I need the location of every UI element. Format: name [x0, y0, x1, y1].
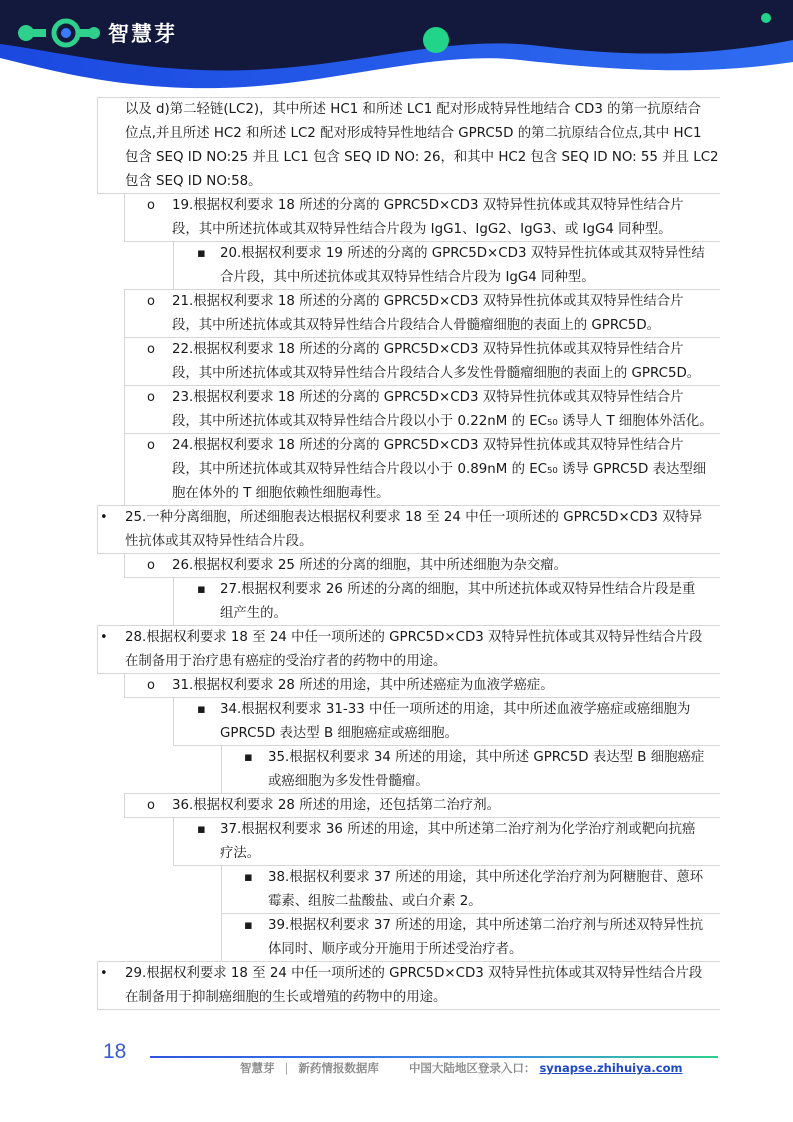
decor-green-dot-icon: [423, 27, 449, 53]
claim-text: [268, 866, 720, 914]
claim-bullet: ▪: [244, 750, 253, 765]
claim-item: [173, 241, 720, 290]
footer-entry-label: 中国大陆地区登录入口：: [408, 1061, 536, 1075]
claim-bullet: o: [147, 558, 155, 573]
claim-line: 39.根据权利要求 37 所述的用途，其中所述第二治疗剂与所述双特异性抗: [268, 918, 704, 933]
footer-divider: [150, 1056, 718, 1058]
claim-bullet: o: [147, 342, 155, 357]
claim-item: [124, 433, 720, 506]
claim-line: 段，其中所述抗体或其双特异性结合片段以小于 0.89nM 的 EC₅₀ 诱导 GPRC5D 表达型细: [172, 462, 707, 477]
claim-line: 段，其中所述抗体或其双特异性结合片段结合人多发性骨髓瘤细胞的表面上的 GPRC5D。: [172, 366, 701, 381]
claim-item: [173, 817, 720, 866]
claim-item: [124, 385, 720, 434]
claim-item: [124, 337, 720, 386]
claim-bullet: •: [100, 966, 108, 981]
claim-item: [97, 625, 720, 674]
claim-line: 27.根据权利要求 26 所述的分离的细胞，其中所述抗体或双特异性结合片段是重: [220, 582, 696, 597]
claim-text: [172, 554, 720, 578]
claim-line: 19.根据权利要求 18 所述的分离的 GPRC5D×CD3 双特异性抗体或其双特异性结合片: [172, 198, 684, 213]
footer-separator: |: [284, 1061, 289, 1075]
claim-item: [221, 913, 720, 962]
claim-item: [124, 673, 720, 698]
claim-item: [97, 97, 720, 194]
claim-text: [172, 194, 720, 242]
claim-item: [124, 193, 720, 242]
claim-line: 以及 d)第二轻链(LC2)，其中所述 HC1 和所述 LC1 配对形成特异性地结合 CD3 的第一抗原结合: [125, 102, 701, 117]
claim-line: 26.根据权利要求 25 所述的分离的细胞，其中所述细胞为杂交瘤。: [172, 558, 568, 573]
decor-small-dot-icon: [761, 13, 771, 23]
claim-line: 20.根据权利要求 19 所述的分离的 GPRC5D×CD3 双特异性抗体或其双特异性结: [220, 246, 705, 261]
claim-text: [172, 794, 720, 818]
claim-text: [172, 386, 720, 434]
claim-bullet: ▪: [244, 918, 253, 933]
claim-text: [268, 746, 720, 794]
claim-text: [125, 506, 720, 554]
claim-line: 合片段，其中所述抗体或其双特异性结合片段为 IgG4 同种型。: [220, 270, 595, 285]
claim-bullet: ▪: [197, 246, 206, 261]
claim-line: 37.根据权利要求 36 所述的用途，其中所述第二治疗剂为化学治疗剂或靶向抗癌: [220, 822, 696, 837]
claim-bullet: o: [147, 294, 155, 309]
claim-item: [124, 553, 720, 578]
claim-line: 包含 SEQ ID NO:25 并且 LC1 包含 SEQ ID NO: 26，和其中 HC2 包含 SEQ ID NO: 55 并且 LC2: [125, 150, 719, 165]
page-number: 18: [103, 1040, 127, 1063]
claim-item: [124, 793, 720, 818]
claim-line: 胞在体外的 T 细胞依赖性细胞毒性。: [172, 486, 390, 501]
claim-line: 在制备用于治疗患有癌症的受治疗者的药物中的用途。: [125, 654, 447, 669]
claim-line: 25.一种分离细胞，所述细胞表达根据权利要求 18 至 24 中任一项所述的 GPRC5D×CD3 双特异: [125, 510, 703, 525]
brand-name: 智慧芽: [108, 22, 177, 46]
claim-text: [220, 242, 720, 290]
claim-line: 疗法。: [220, 846, 261, 861]
claim-text: [220, 818, 720, 866]
claim-line: 段，其中所述抗体或其双特异性结合片段结合人骨髓瘤细胞的表面上的 GPRC5D。: [172, 318, 661, 333]
claim-line: 性抗体或其双特异性结合片段。: [125, 534, 313, 549]
claim-bullet: o: [147, 798, 155, 813]
claim-item: [221, 745, 720, 794]
claim-text: [172, 338, 720, 386]
claim-line: 31.根据权利要求 28 所述的用途，其中所述癌症为血液学癌症。: [172, 678, 554, 693]
claim-line: 23.根据权利要求 18 所述的分离的 GPRC5D×CD3 双特异性抗体或其双特异性结合片: [172, 390, 684, 405]
claim-line: 组产生的。: [220, 606, 287, 621]
claim-line: 或癌细胞为多发性骨髓瘤。: [268, 774, 429, 789]
claim-line: 29.根据权利要求 18 至 24 中任一项所述的 GPRC5D×CD3 双特异性抗体或其双特异性结合片段: [125, 966, 703, 981]
claim-line: 34.根据权利要求 31-33 中任一项所述的用途，其中所述血液学癌症或癌细胞为: [220, 702, 691, 717]
claim-bullet: o: [147, 678, 155, 693]
claim-text: [220, 578, 720, 626]
claim-bullet: o: [147, 390, 155, 405]
claim-text: [268, 914, 720, 962]
claim-text: [172, 434, 720, 506]
claim-bullet: ▪: [244, 870, 253, 885]
claim-bullet: o: [147, 438, 155, 453]
claim-item: [97, 961, 720, 1010]
claim-bullet: •: [100, 510, 108, 525]
claim-text: [125, 626, 720, 674]
claim-line: 21.根据权利要求 18 所述的分离的 GPRC5D×CD3 双特异性抗体或其双特异性结合片: [172, 294, 684, 309]
footer-link[interactable]: synapse.zhihuiya.com: [539, 1061, 683, 1075]
claim-bullet: •: [100, 630, 108, 645]
footer-text: [240, 1060, 682, 1076]
claim-line: 38.根据权利要求 37 所述的用途，其中所述化学治疗剂为阿糖胞苷、蒽环: [268, 870, 704, 885]
claim-line: 体同时、顺序或分开施用于所述受治疗者。: [268, 942, 523, 957]
claim-line: 24.根据权利要求 18 所述的分离的 GPRC5D×CD3 双特异性抗体或其双特异性结合片: [172, 438, 684, 453]
claim-text: [125, 98, 720, 194]
footer-product: 新药情报数据库: [298, 1061, 379, 1075]
page-header: [0, 0, 793, 95]
claim-line: 位点,并且所述 HC2 和所述 LC2 配对形成特异性地结合 GPRC5D 的第二抗原结合位点,其中 HC1: [125, 126, 702, 141]
claim-bullet: ▪: [197, 702, 206, 717]
claim-line: 35.根据权利要求 34 所述的用途，其中所述 GPRC5D 表达型 B 细胞癌症: [268, 750, 705, 765]
claim-bullet: ▪: [197, 822, 206, 837]
claim-item: [97, 505, 720, 554]
claim-item: [173, 697, 720, 746]
claim-text: [220, 698, 720, 746]
claim-line: GPRC5D 表达型 B 细胞癌症或癌细胞。: [220, 726, 458, 741]
claim-line: 在制备用于抑制癌细胞的生长或增殖的药物中的用途。: [125, 990, 447, 1005]
claim-bullet: o: [147, 198, 155, 213]
claim-bullet: ▪: [197, 582, 206, 597]
claim-item: [221, 865, 720, 914]
claim-text: [172, 674, 720, 698]
claim-line: 包含 SEQ ID NO:58。: [125, 174, 262, 189]
claim-item: [124, 289, 720, 338]
claim-line: 28.根据权利要求 18 至 24 中任一项所述的 GPRC5D×CD3 双特异性抗体或其双特异性结合片段: [125, 630, 703, 645]
claim-line: 段，其中所述抗体或其双特异性结合片段以小于 0.22nM 的 EC₅₀ 诱导人 T 细胞体外活化。: [172, 414, 713, 429]
claim-line: 段，其中所述抗体或其双特异性结合片段为 IgG1、IgG2、IgG3、或 IgG4 同种型。: [172, 222, 672, 237]
claim-line: 霉素、组胺二盐酸盐、或白介素 2。: [268, 894, 482, 909]
claim-line: 36.根据权利要求 28 所述的用途，还包括第二治疗剂。: [172, 798, 501, 813]
claim-text: [125, 962, 720, 1010]
claim-item: [173, 577, 720, 626]
claim-line: 22.根据权利要求 18 所述的分离的 GPRC5D×CD3 双特异性抗体或其双特异性结合片: [172, 342, 684, 357]
footer-brand: 智慧芽: [240, 1061, 275, 1075]
claim-text: [172, 290, 720, 338]
